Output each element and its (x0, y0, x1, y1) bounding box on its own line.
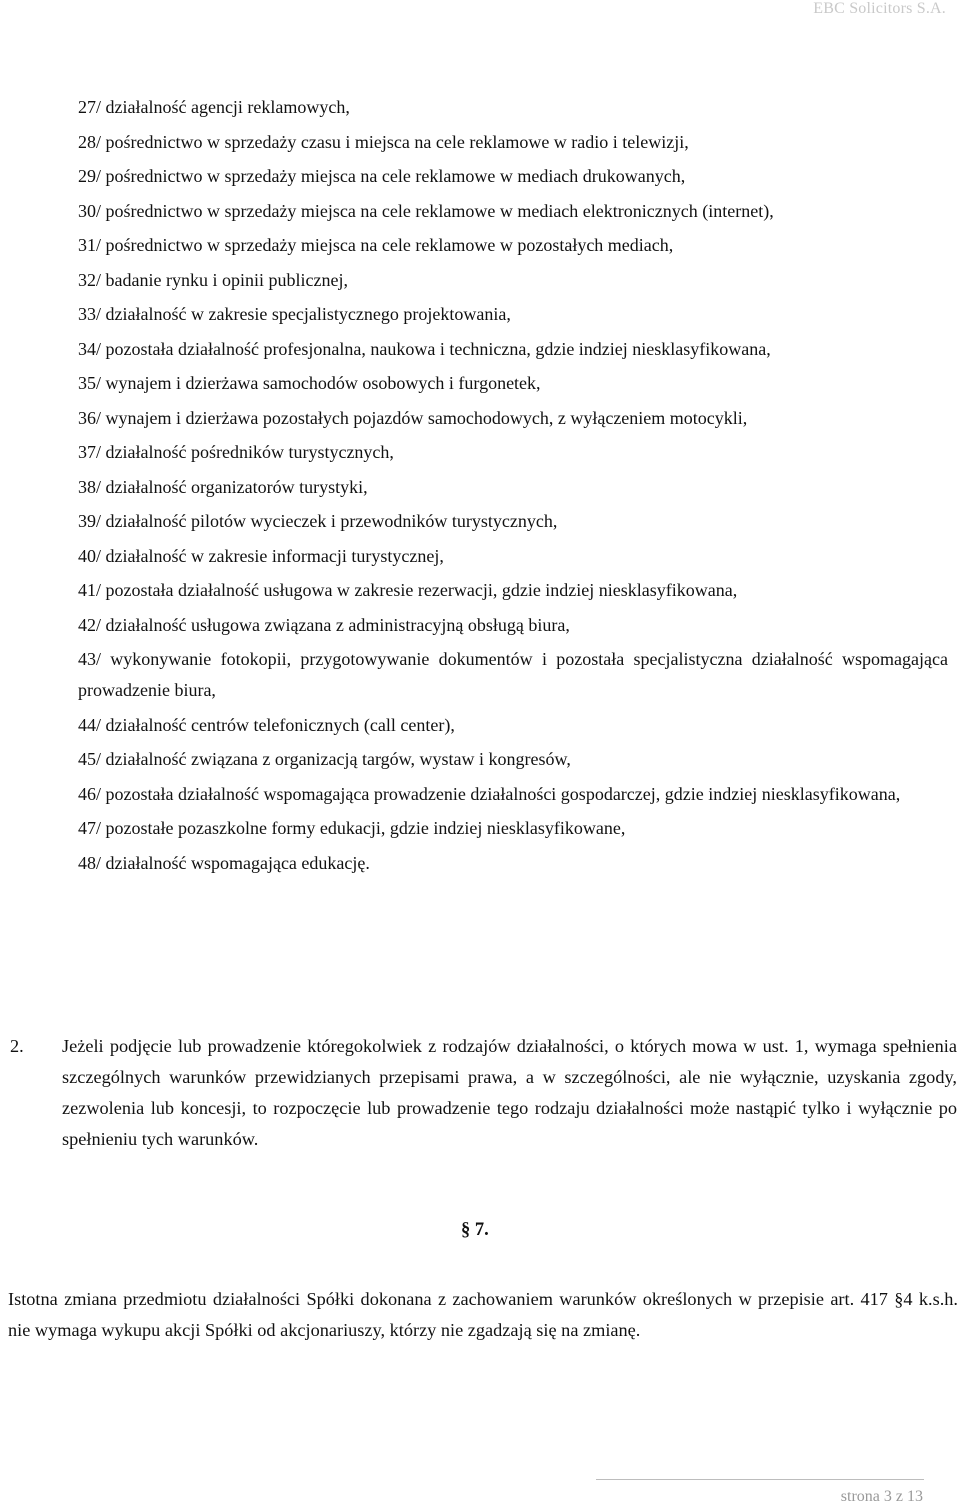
list-item: 33/ działalność w zakresie specjalistycznego projektowania, (78, 304, 511, 324)
list-item: 46/ pozostała działalność wspomagająca prowadzenie działalności gospodarczej, gdzie indziej niesklasyfikowana, (78, 783, 901, 804)
paragraph-conditions: Jeżeli podjęcie lub prowadzenie któregokolwiek z rodzajów działalności, o których mowa w ust. 1, wymaga spełnienia szczególnych warunków przewidzianych przepisami prawa, a w szczególności, ale nie wyłącznie, uzyskania zgody, zezwolenia lub koncesji, to rozpoczęcie lub prowadzenie tego rodzaju działalności może nastąpić tylko i wyłącznie po spełnieniu tych warunków. (62, 1036, 957, 1149)
list-item: 37/ działalność pośredników turystycznych, (78, 442, 394, 462)
header-company-name: EBC Solicitors S.A. (813, 0, 946, 17)
list-item: 44/ działalność centrów telefonicznych (call center), (78, 714, 455, 735)
list-item: 27/ działalność agencji reklamowych, (78, 97, 350, 117)
paragraph-number: 2. (10, 1036, 24, 1056)
section-heading (461, 1220, 489, 1241)
list-item: 40/ działalność w zakresie informacji turystycznej, (78, 545, 444, 566)
list-item: 39/ działalność pilotów wycieczek i przewodników turystycznych, (78, 511, 558, 531)
list-item: 48/ działalność wspomagająca edukację. (78, 852, 370, 873)
list-item: 43/ wykonywanie fotokopii, przygotowywanie dokumentów i pozostała specjalistyczna działalność wspomagająca prowadzenie biura, (78, 649, 948, 700)
footer-divider (596, 1479, 924, 1480)
list-item: 35/ wynajem i dzierżawa samochodów osobowych i furgonetek, (78, 373, 541, 393)
page-number: strona 3 z 13 (840, 1488, 923, 1505)
list-item: 42/ działalność usługowa związana z administracyjną obsługą biura, (78, 614, 570, 635)
list-item: 30/ pośrednictwo w sprzedaży miejsca na cele reklamowe w mediach elektronicznych (internet), (78, 200, 774, 221)
list-item: 47/ pozostałe pozaszkolne formy edukacji, gdzie indziej niesklasyfikowane, (78, 818, 626, 838)
list-item: 36/ wynajem i dzierżawa pozostałych pojazdów samochodowych, z wyłączeniem motocykli, (78, 407, 748, 428)
paragraph-change-of-business: Istotna zmiana przedmiotu działalności Spółki dokonana z zachowaniem warunków określonych w przepisie art. 417 §4 k.s.h. nie wymaga wykupu akcji Spółki od akcjonariuszy, którzy nie zgadzają się na zmianę. (8, 1289, 958, 1340)
list-item: 29/ pośrednictwo w sprzedaży miejsca na cele reklamowe w mediach drukowanych, (78, 166, 686, 186)
activity-list (78, 92, 948, 882)
list-item: 41/ pozostała działalność usługowa w zakresie rezerwacji, gdzie indziej niesklasyfikowana, (78, 580, 738, 600)
list-item: 28/ pośrednictwo w sprzedaży czasu i miejsca na cele reklamowe w radio i telewizji, (78, 131, 689, 152)
list-item: 31/ pośrednictwo w sprzedaży miejsca na cele reklamowe w pozostałych mediach, (78, 235, 674, 255)
section-symbol: § (461, 1220, 471, 1240)
list-item: 38/ działalność organizatorów turystyki, (78, 476, 368, 497)
list-item: 45/ działalność związana z organizacją targów, wystaw i kongresów, (78, 749, 571, 769)
list-item: 32/ badanie rynku i opinii publicznej, (78, 269, 348, 290)
section-number: 7. (474, 1220, 489, 1240)
list-item: 34/ pozostała działalność profesjonalna, naukowa i techniczna, gdzie indziej niesklasyfikowana, (78, 338, 771, 359)
